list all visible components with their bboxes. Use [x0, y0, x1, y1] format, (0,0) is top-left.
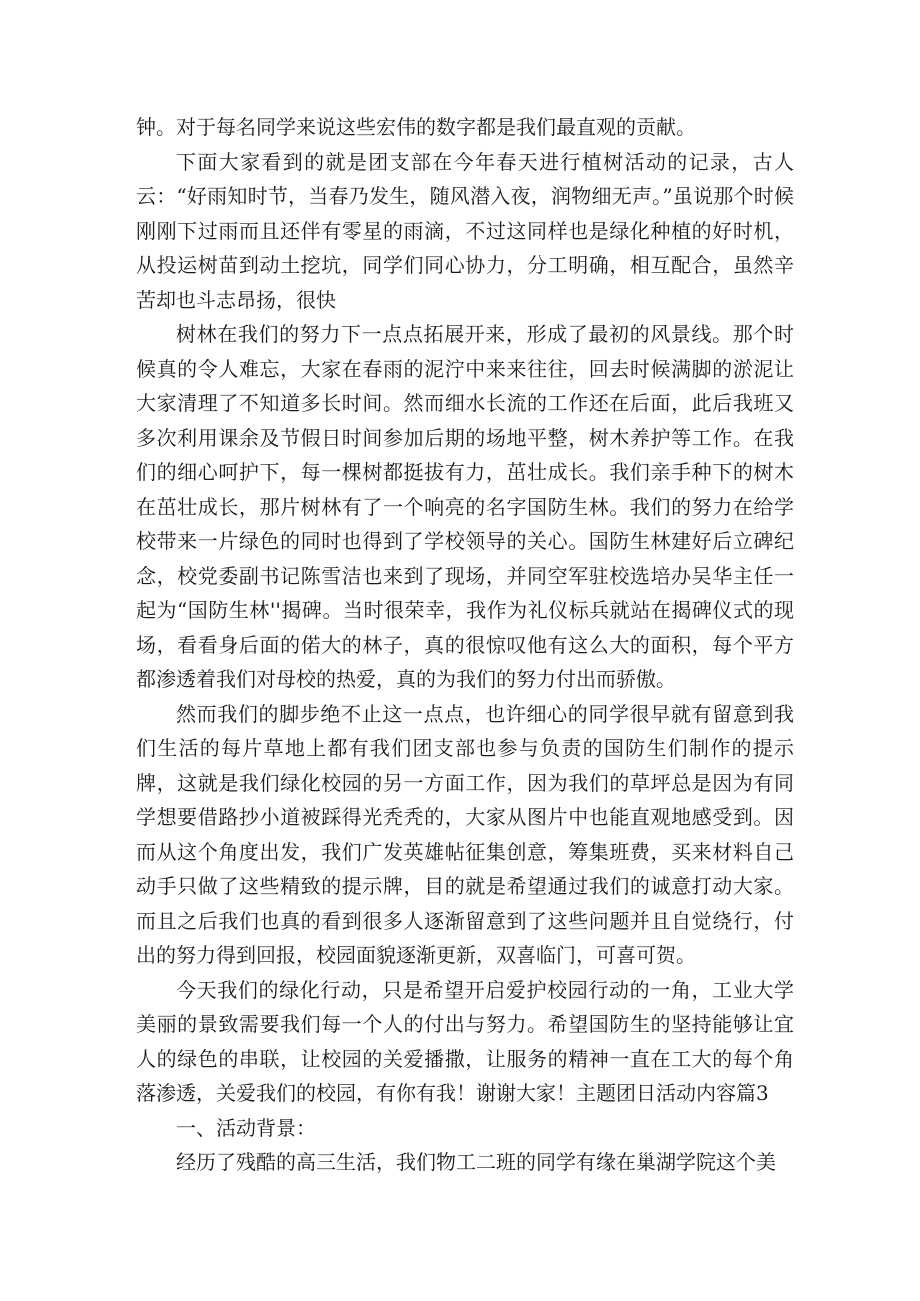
paragraph-6: 经历了残酷的高三生活，我们物工二班的同学有缘在巢湖学院这个美 — [176, 1150, 776, 1174]
paragraph-2: 下面大家看到的就是团支部在今年春天进行植树活动的记录，古人云：“好雨知时节，当春乃发生，随风潜入夜，润物细无声。”虽说那个时候刚刚下过雨而且还伴有零星的雨滴，不过这同样也是绿化种植的好时机，从投运树苗到动土挖坑，同学们同心协力，分工明确，相互配合，虽然辛苦却也斗志昂扬，很快 — [136, 149, 794, 312]
paragraph-3: 树林在我们的努力下一点点拓展开来，形成了最初的风景线。那个时候真的令人难忘，大家在春雨的泥泞中来来往往，回去时候满脚的淤泥让大家清理了不知道多长时间。然而细水长流的工作还在后面，此后我班又多次利用课余及节假日时间参加后期的场地平整，树木养护等工作。在我们的细心呵护下，每一棵树都挺拔有力，茁壮成长。我们亲手种下的树木在茁壮成长，那片树林有了一个响亮的名字国防生林。我们的努力在给学校带来一片绿色的同时也得到了学校领导的关心。国防生林建好后立碑纪念，校党委副书记陈雪洁也来到了现场，并同空军驻校选培办吴华主任一起为“国防生林''揭碑。当时很荣幸，我作为礼仪标兵就站在揭碑仪式的现场，看看身后面的偌大的林子，真的很惊叹他有这么大的面积，每个平方都渗透着我们对母校的热爱，真的为我们的努力付出而骄傲。 — [136, 322, 794, 691]
document-page — [136, 110, 794, 1180]
paragraph-1: 钟。对于每名同学来说这些宏伟的数字都是我们最直观的贡献。 — [136, 115, 696, 139]
paragraph-5: 今天我们的绿化行动，只是希望开启爱护校园行动的一角，工业大学美丽的景致需要我们每一个人的付出与努力。希望国防生的坚持能够让宜人的绿色的串联，让校园的关爱播撒，让服务的精神一直在工大的每个角落渗透，关爱我们的校园，有你有我！谢谢大家！主题团日活动内容篇3 — [136, 977, 794, 1105]
paragraph-4: 然而我们的脚步绝不止这一点点，也许细心的同学很早就有留意到我们生活的每片草地上都有我们团支部也参与负责的国防生们制作的提示牌，这就是我们绿化校园的另一方面工作，因为我们的草坪总是因为有同学想要借路抄小道被踩得光秃秃的，大家从图片中也能直观地感受到。因而从这个角度出发，我们广发英雄帖征集创意，筹集班费，买来材料自己动手只做了这些精致的提示牌，目的就是希望通过我们的诚意打动大家。而且之后我们也真的看到很多人逐渐留意到了这些问题并且自觉绕行，付出的努力得到回报，校园面貌逐渐更新，双喜临门，可喜可贺。 — [136, 701, 794, 967]
section-heading-background: 一、活动背景： — [176, 1115, 316, 1140]
